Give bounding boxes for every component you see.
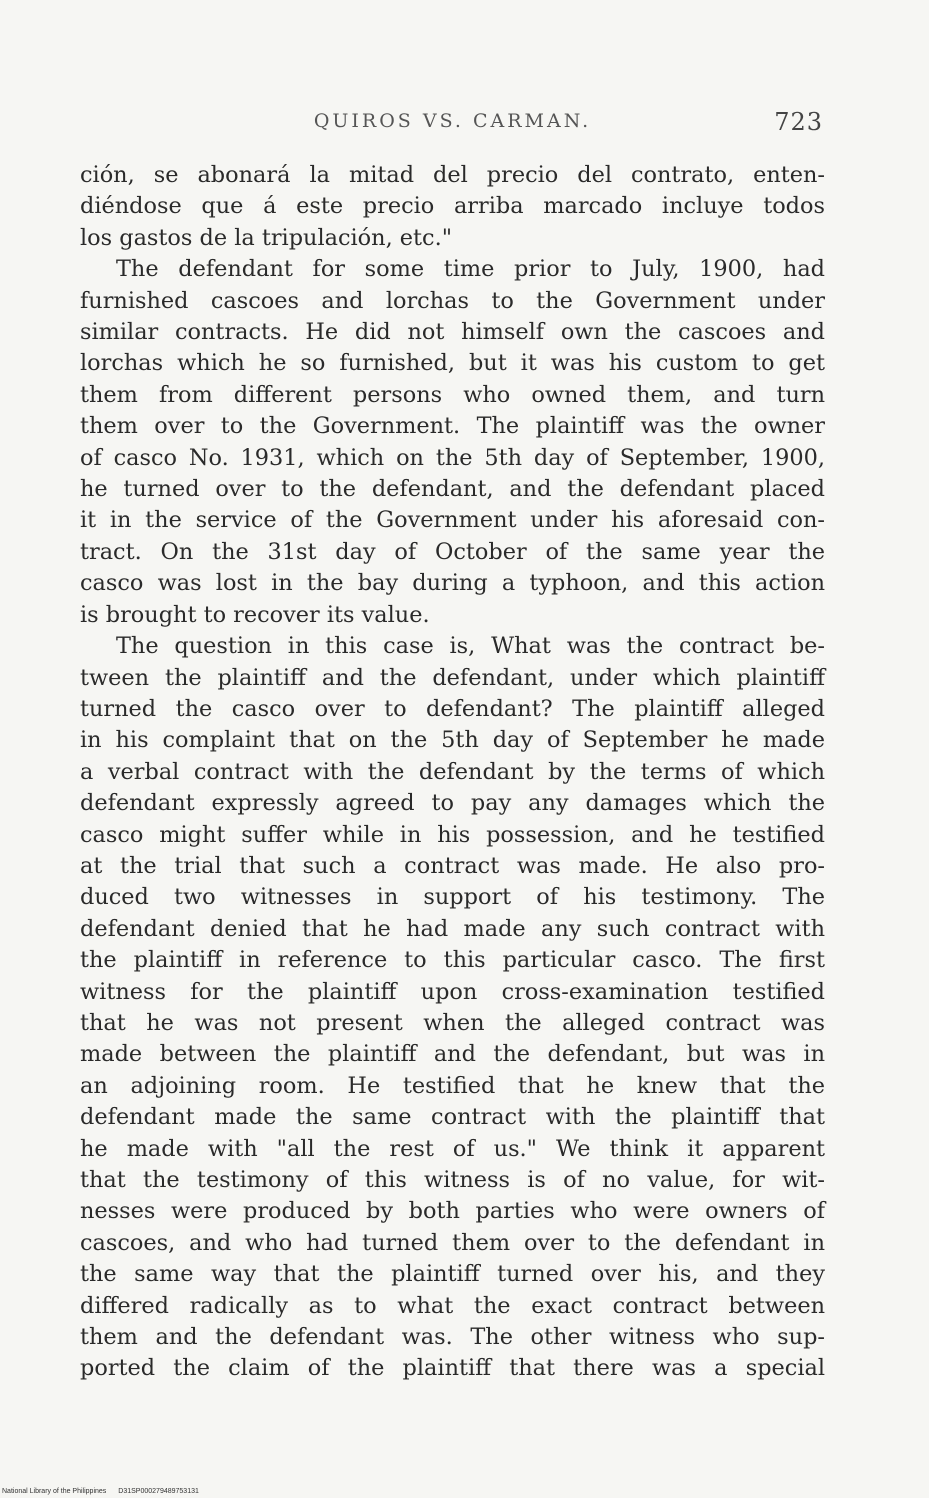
text-line: them over to the Government. The plaintiff was the owner xyxy=(80,413,825,440)
running-title: QUIROS VS. CARMAN. xyxy=(313,110,592,132)
text-line: is brought to recover its value. xyxy=(80,601,430,628)
running-head xyxy=(80,108,825,138)
text-line: in his complaint that on the 5th day of September he made xyxy=(80,727,825,754)
text-line: nesses were produced by both parties who were owners of xyxy=(80,1198,825,1225)
text-line: that the testimony of this witness is of no value, for wit- xyxy=(80,1167,825,1193)
text-line: los gastos de la tripulación, etc." xyxy=(80,224,453,251)
text-line: similar contracts. He did not himself own the cascoes and xyxy=(80,319,825,346)
text-line: defendant expressly agreed to pay any damages which the xyxy=(80,790,825,817)
text-line: tract. On the 31st day of October of the same year the xyxy=(80,538,825,565)
text-line: diéndose que á este precio arriba marcado incluye todos xyxy=(80,193,825,220)
text-line: made between the plaintiff and the defendant, but was in xyxy=(80,1041,825,1068)
text-line: them from different persons who owned them, and turn xyxy=(80,381,825,408)
text-line: witness for the plaintiff upon cross-examination testified xyxy=(80,978,825,1005)
text-line: of casco No. 1931, which on the 5th day of September, 1900, xyxy=(80,444,825,471)
text-line: The defendant for some time prior to July, 1900, had xyxy=(116,256,825,283)
scan-identifier: D31SP000279489753131 xyxy=(118,1488,199,1495)
text-line: them and the defendant was. The other witness who sup- xyxy=(80,1324,825,1351)
body-text xyxy=(80,160,825,1385)
text-line: casco was lost in the bay during a typhoon, and this action xyxy=(80,570,825,597)
text-line: it in the service of the Government under his aforesaid con- xyxy=(80,507,825,534)
text-line: casco might suffer while in his possession, and he testified xyxy=(80,821,825,848)
text-line: ported the claim of the plaintiff that there was a special xyxy=(80,1355,825,1382)
text-line: an adjoining room. He testified that he knew that the xyxy=(80,1072,825,1099)
text-line: cascoes, and who had turned them over to the defendant in xyxy=(80,1229,825,1256)
text-line: tween the plaintiff and the defendant, under which plaintiff xyxy=(80,664,825,691)
text-line: the plaintiff in reference to this particular casco. The first xyxy=(80,947,825,974)
text-line: duced two witnesses in support of his testimony. The xyxy=(80,884,825,911)
text-line: differed radically as to what the exact contract between xyxy=(80,1292,825,1319)
text-line: The question in this case is, What was the contract be- xyxy=(116,633,825,660)
text-line: defendant made the same contract with the plaintiff that xyxy=(80,1104,825,1131)
library-credit: National Library of the Philippines xyxy=(2,1488,107,1495)
page-number: 723 xyxy=(774,108,823,136)
scan-footer xyxy=(2,1488,199,1495)
text-line: he made with "all the rest of us." We think it apparent xyxy=(80,1135,825,1162)
text-line: turned the casco over to defendant? The plaintiff alleged xyxy=(80,695,825,722)
text-line: at the trial that such a contract was made. He also pro- xyxy=(80,852,825,879)
text-line: that he was not present when the alleged contract was xyxy=(80,1009,825,1036)
text-line: the same way that the plaintiff turned over his, and they xyxy=(80,1261,825,1288)
text-line: ción, se abonará la mitad del precio del contrato, enten- xyxy=(80,162,825,188)
text-line: he turned over to the defendant, and the defendant placed xyxy=(80,476,825,503)
text-line: a verbal contract with the defendant by the terms of which xyxy=(80,758,825,785)
text-line: defendant denied that he had made any such contract with xyxy=(80,915,825,942)
text-line: lorchas which he so furnished, but it was his custom to get xyxy=(80,350,825,377)
text-line: furnished cascoes and lorchas to the Government under xyxy=(80,287,825,314)
